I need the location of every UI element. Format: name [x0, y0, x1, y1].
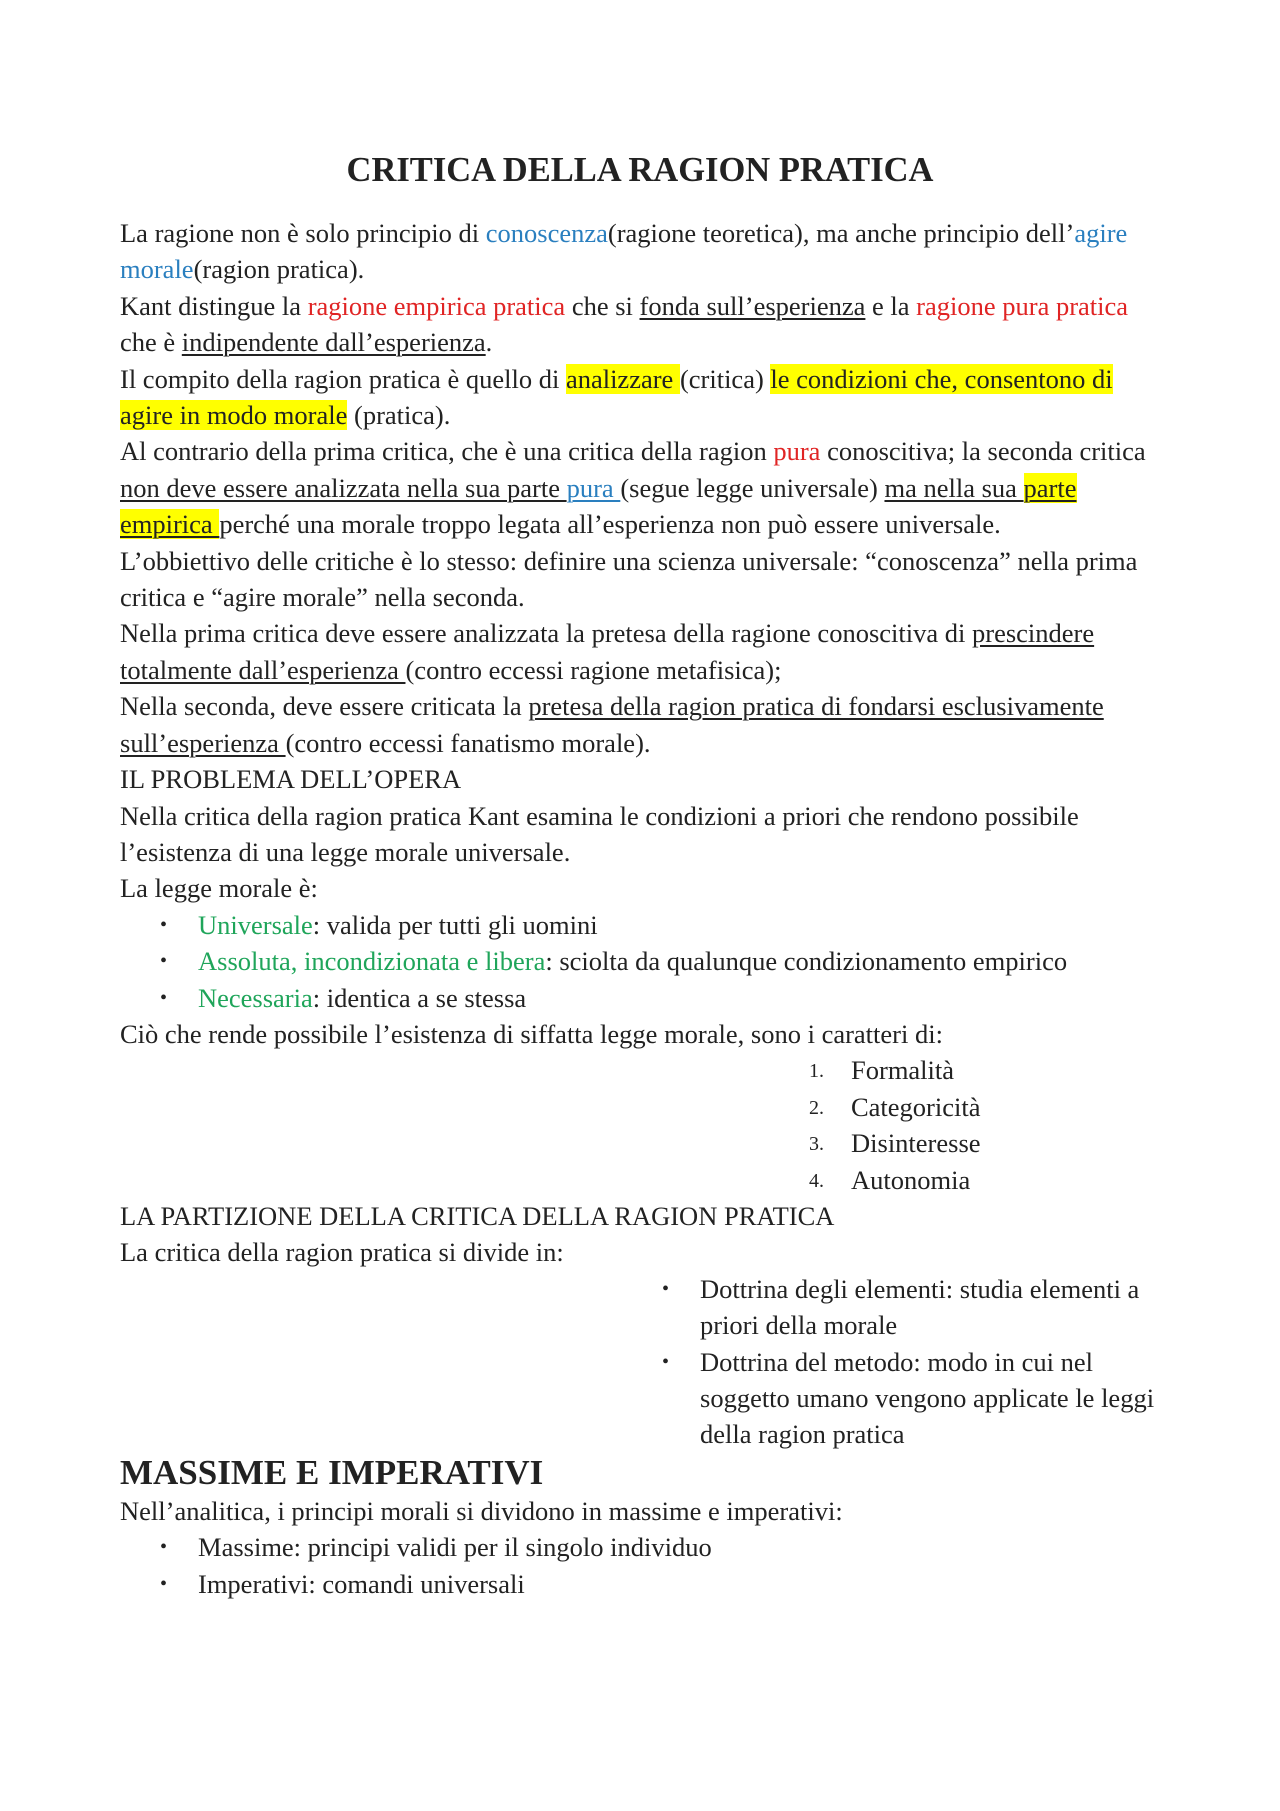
paragraph-ragione: La ragione non è solo principio di conoscenza(ragione teoretica), ma anche principio dell’agire morale(ragion pratica).	[120, 218, 1128, 285]
caratteri-list	[120, 1052, 1170, 1198]
list-item: 3. Disinteresse	[809, 1128, 981, 1159]
term-conoscenza: conoscenza	[485, 218, 608, 248]
term-ragione-pura: ragione pura pratica	[916, 290, 1129, 321]
highlight-condizioni: le condizioni che, consentono di agire in modo morale	[120, 363, 1113, 431]
paragraph-analitica: Nell’analitica, i principi morali si dividono in massime e imperativi:	[120, 1495, 843, 1526]
paragraph-compito: Il compito della ragion pratica è quello di analizzare (critica) le condizioni che, consentono di agire in modo morale (pratica).	[120, 363, 1113, 431]
bullet-icon: •	[160, 986, 168, 1009]
heading-problema-opera: IL PROBLEMA DELL’OPERA	[120, 764, 462, 795]
paragraph-caratteri: Ciò che rende possibile l’esistenza di siffatta legge morale, sono i caratteri di:	[120, 1018, 943, 1049]
heading-massime-imperativi: MASSIME E IMPERATIVI	[120, 1452, 544, 1492]
document-body	[120, 215, 1170, 1602]
bullet-icon: •	[662, 1350, 670, 1373]
principi-list	[120, 1529, 1170, 1602]
term-ragione-empirica: ragione empirica pratica	[307, 290, 566, 321]
list-item: • Dottrina degli elementi: studia elementi a priori della morale	[700, 1271, 1170, 1344]
bullet-icon: •	[160, 1572, 168, 1595]
paragraph-seconda-critica: Nella seconda, deve essere criticata la pretesa della ragion pratica di fondarsi esclusivamente sull’esperienza (contro eccessi fanatismo morale).	[120, 691, 1104, 758]
bullet-icon: •	[160, 1536, 168, 1559]
list-item: • Necessaria: identica a se stessa	[198, 980, 1170, 1016]
bullet-icon: •	[160, 913, 168, 936]
paragraph-kant-distingue: Kant distingue la ragione empirica pratica che si fonda sull’esperienza e la ragione pura pratica che è indipendente dall’esperienza.	[120, 290, 1129, 358]
list-item: • Imperativi: comandi universali	[198, 1566, 1170, 1602]
list-item: • Dottrina del metodo: modo in cui nel soggetto umano vengono applicate le leggi della ragion pratica	[700, 1344, 1170, 1453]
highlight-parte-empirica: parte empirica	[120, 472, 1077, 540]
term-agire-morale: agire morale	[120, 218, 1128, 285]
paragraph-contrario: Al contrario della prima critica, che è una critica della ragion pura conoscitiva; la seconda critica non deve essere analizzata nella sua parte pura (segue legge universale) ma nella sua parte empirica perché una morale troppo legata all’esperienza non può essere universale.	[120, 436, 1146, 540]
bullet-icon: •	[662, 1277, 670, 1300]
list-item: 1. Formalità	[809, 1055, 955, 1086]
page-title: CRITICA DELLA RAGION PRATICA	[346, 151, 934, 189]
heading-partizione: LA PARTIZIONE DELLA CRITICA DELLA RAGION PRATICA	[120, 1200, 835, 1231]
list-item: 4. Autonomia	[809, 1164, 971, 1195]
paragraph-legge-morale: La legge morale è:	[120, 873, 318, 904]
highlight-analizzare: analizzare	[565, 363, 680, 394]
list-item: • Massime: principi validi per il singolo individuo	[198, 1529, 1170, 1565]
list-item: • Universale: valida per tutti gli uomini	[198, 907, 1170, 943]
paragraph-obbiettivo: L’obbiettivo delle critiche è lo stesso: definire una scienza universale: “conoscenza” nella prima critica e “agire morale” nella seconda.	[120, 545, 1138, 613]
dottrine-list	[120, 1271, 1170, 1453]
legge-morale-list	[120, 907, 1170, 1016]
paragraph-problema: Nella critica della ragion pratica Kant esamina le condizioni a priori che rendono possibile l’esistenza di una legge morale universale.	[120, 800, 1079, 867]
bullet-icon: •	[160, 950, 168, 973]
paragraph-prima-critica: Nella prima critica deve essere analizzata la pretesa della ragione conoscitiva di prescindere totalmente dall’esperienza (contro eccessi ragione metafisica);	[120, 618, 1095, 685]
paragraph-divide: La critica della ragion pratica si divide in:	[120, 1237, 564, 1268]
list-item: 2. Categoricità	[809, 1091, 981, 1122]
list-item: • Assoluta, incondizionata e libera: sciolta da qualunque condizionamento empirico	[198, 943, 1170, 979]
